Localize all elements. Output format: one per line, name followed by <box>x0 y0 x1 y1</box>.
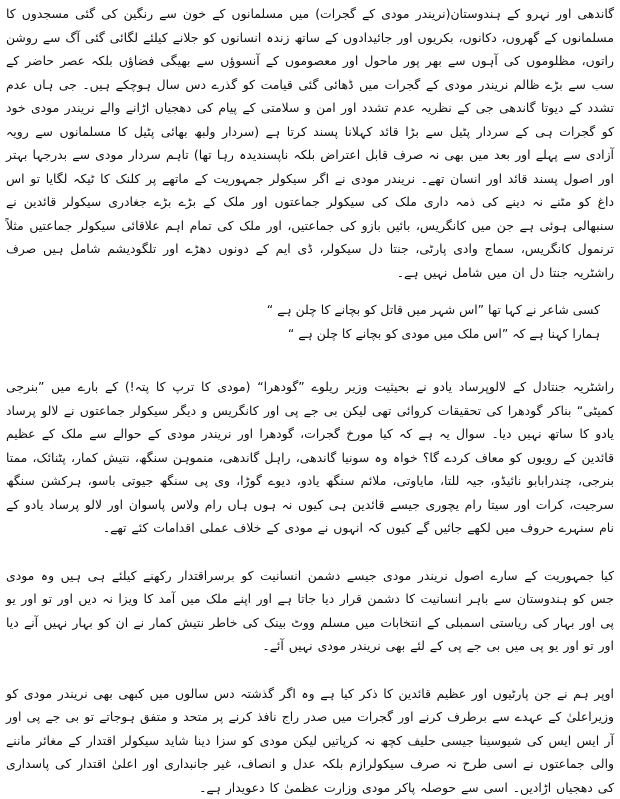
spacer <box>6 658 614 682</box>
paragraph-secular-parties: اوپر ہم نے جن پارٹیوں اور عظیم قائدین کا ذکر کیا ہے وہ اگر گذشتہ دس سالوں میں کبھی بھی نریندر مودی کو وزیراعلیٰ کے عہدے سے برطرف کرنے اور گجرات میں صدر راج نافذ کرنے پر متحد و متفق ہوجاتے تو بی جے پی اور آر ایس ایس کی شیوسینا جیسی حلیف کچھ نہ کرپاتیں لیکن مودی کو سزا دینا شاید سیکولر اقتدار کے مغائر ماننے والی جماعتوں نے اسی طرح نہ صرف سیکولرازم بلکہ عدل و انصاف، غیر جانبداری اور اعلیٰ اقتدار کی پاسداری کی دھجیاں اڑادیں۔ اسی سے حوصلہ پاکر مودی وزارت عظمیٰ کا دعویدار ہے۔ <box>6 682 614 799</box>
spacer <box>6 540 614 564</box>
poet-quote: کسی شاعر نے کہا تھا ”اس شہر میں قاتل کو بچانے کا چلن ہے “ <box>6 298 614 322</box>
paragraph-godhra-inquiry: راشٹریہ جنتادل کے لالوپرساد یادو نے بحیثیت وزیر ریلوے ”گودھرا“ (مودی کا ترپ کا پتہ!) کے بارے میں ”بنرجی کمیٹی“ بناکر گودھرا کی تحقیقات کروائی تھی لیکن بی جے پی اور کانگریس و دیگر سیکولر جماعتوں نے لالو پرساد یادو کا ساتھ نہیں دیا۔ سوال یہ ہے کہ کیا مورخ گجرات، گودھرا اور نریندر مودی کے حوالے سے ملک کے عظیم قائدین کے رویوں کو معاف کردے گا؟ خواہ وہ سونیا گاندھی، راہل گاندھی، منموہن سنگھ، نتیش کمار، پٹنائک، ممتا بنرجی، چندرابابو نائیڈو، جیہ للتا، مایاوتی، ملائم سنگھ یادو، دیوے گوڑا، وی پی سنگھ جیوتی باسو، ہرکشن سنگھ سرجیت، کرات اور سیتا رام یچوری جیسے قائدین ہی کیوں نہ ہوں ہاں رام ولاس پاسوان اور لالو پرساد یادو کے نام سنہرے حروف میں لکھے جائیں گے کیوں کہ انہوں نے مودی کے خلاف عملی اقدامات کئے تھے۔ <box>6 375 614 540</box>
paragraph-democracy-question: کیا جمہوریت کے سارے اصول نریندر مودی جیسے دشمن انسانیت کو برسراقتدار رکھنے کیلئے ہی ہیں وہ مودی جس کو ہندوستان سے باہر انسانیت کا دشمن قرار دیا جاتا ہے اور اپنے ملک میں آمد کا ویزا نہ دیں اور تو اور یو پی اور بہار کی ریاستی اسمبلی کے انتخابات میں مسلم ووٹ بینک کی خاطر نتیش کمار نے ان کو بہار نہیں آنے دیا اور تو اور یو پی میں بی جے پی کے لئے بھی نریندر مودی نہیں آئے۔ <box>6 564 614 658</box>
author-quote: ہمارا کہنا ہے کہ ”اس ملک میں مودی کو بچانے کا چلن ہے “ <box>6 322 614 346</box>
paragraph-gujarat-riots: گاندھی اور نہرو کے ہندوستان(نریندر مودی کے گجرات) میں مسلمانوں کے خون سے رنگین کی گئی مسجدوں کا مسلمانوں کے گھروں، دکانوں، بکریوں اور جائیدادوں کے ساتھ زندہ انسانوں کو جلانے کیلئے لگائی گئی آگ سے روشن راتوں، مظلوموں کی آہوں سے بھر پور ماحول اور معصوموں کے آنسوؤں سے بھیگی فضاؤں بلکہ عصر حاضر کے سب سے بڑے ظالم نریندر مودی کے گجرات میں ڈھائی گئی قیامت کو گذرے دس سال ہوچکے ہیں۔ جی ہاں عدم تشدد کے دیوتا گاندھی جی کے نظریہ عدم تشدد اور امن و سلامتی کے پیام کی دھجیاں اڑانے والے نریندر مودی خود کو گجرات ہی کے سردار پٹیل سے بڑا قائد کہلانا پسند کرتا ہے (سردار ولبھ بھائی پٹیل کا مسلمانوں سے رویہ آزادی سے پہلے اور بعد میں بھی نہ صرف قابل اعتراض بلکہ ناپسندیدہ رہا تھا) تاہم سردار مودی سے بدرجہا بہتر اور اصول پسند قائد اور انسان تھے۔ نریندر مودی نے اگر سیکولر جمہوریت کے ماتھے پر کلنک کا ٹیکہ لگایا تو اس داغ کو مٹنے نہ دینے کی ذمہ داری ملک کی سیکولر جماعتوں اور ملک کے بڑے بڑے جغادری سیکولر قائدین نے سنبھالی ہوئی ہے جن میں کانگریس، بائیں بازو کی جماعتیں، اور ملک کی تمام اہم علاقائی سیکولر جماعتیں مثلاً ترنمول کانگریس، سماج وادی پارٹی، جنتا دل سیکولر، ڈی ایم کے دونوں دھڑے اور تلگودیشم شامل ہیں صرف راشٹریہ جنتا دل ان میں شامل نہیں ہے۔ <box>6 2 614 284</box>
spacer <box>6 345 614 375</box>
spacer <box>6 284 614 298</box>
